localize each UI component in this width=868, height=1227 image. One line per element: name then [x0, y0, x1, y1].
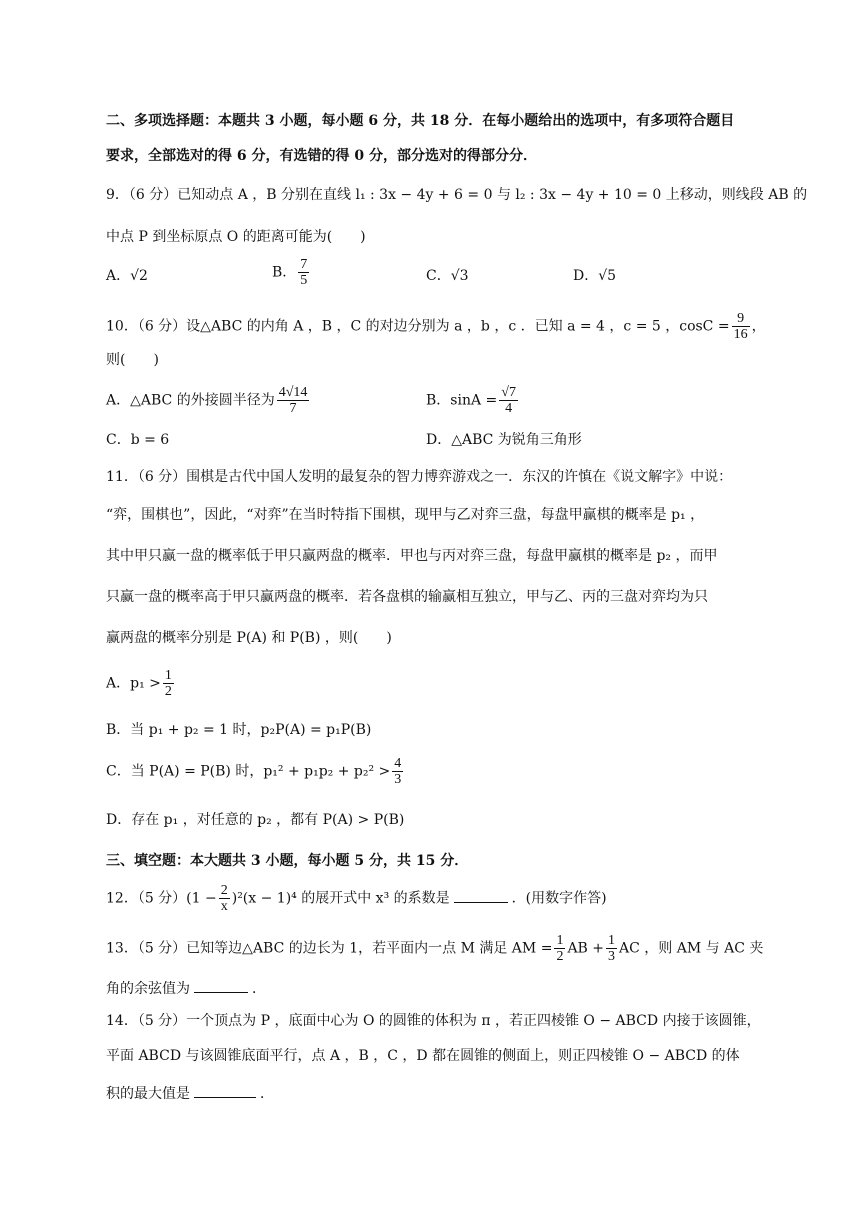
q11-stem-line4: 只赢一盘的概率高于甲只赢两盘的概率．若各盘棋的输赢相互独立，甲与乙、丙的三盘对弈均为只: [106, 589, 708, 605]
fraction-denominator: 2: [164, 684, 172, 699]
q9-option-b-fraction: [298, 257, 309, 288]
q11-option-c-fraction: [392, 756, 403, 787]
q10-stem-line1: [106, 311, 766, 342]
q13-text-mid: AB +: [567, 940, 605, 957]
q10-option-b-fraction: [499, 385, 518, 416]
q14-text-line3-end: ．: [260, 1086, 274, 1102]
q11-stem-line3: 其中甲只赢一盘的概率低于甲只赢两盘的概率．甲也与丙对弈三盘，每盘甲赢棋的概率是 p₂ ，而甲: [106, 548, 718, 564]
q12-text-pre: 12．（5 分）(1 −: [106, 890, 217, 907]
q13-stem-line2: [106, 978, 266, 999]
q14-text-line3: 积的最大值是: [106, 1086, 190, 1102]
q9-stem-line2: 中点 P 到坐标原点 O 的距离可能为( ): [106, 229, 366, 245]
q11-option-a[interactable]: [106, 668, 176, 699]
q13-fraction-2: [606, 933, 617, 964]
q10-cos-fraction: [732, 311, 750, 342]
fraction-numerator: 4: [394, 756, 402, 771]
q10-stem-line2: 则( ): [106, 352, 159, 368]
q13-text-pre: 13．（5 分）已知等边△ABC 的边长为 1，若平面内一点 M 满足 AM =: [106, 940, 553, 957]
q10-option-b[interactable]: [426, 385, 520, 416]
q9-option-a[interactable]: A．√2: [106, 268, 148, 284]
q11-option-a-text: A．p₁ >: [106, 675, 161, 692]
q11-option-c-text: C．当 P(A) = P(B) 时，p₁² + p₁p₂ + p₂² >: [106, 763, 391, 780]
q13-text-line2-end: ．: [252, 981, 266, 997]
q13-text-line2: 角的余弦值为: [106, 981, 190, 997]
fraction-denominator: 2: [556, 949, 564, 964]
section2-header-line2: 要求，全部选对的得 6 分，有选错的得 0 分，部分选对的得部分分．: [106, 148, 537, 164]
q12-fraction: [219, 883, 230, 914]
q11-stem-line2: “弈，围棋也”，因此，“对弈”在当时特指下围棋，现甲与乙对弈三盘，每盘甲赢棋的概率是 p₁ ，: [106, 507, 705, 523]
q14-answer-blank[interactable]: [194, 1083, 256, 1098]
q10-stem-text: 10．（6 分）设△ABC 的内角 A ，B ，C 的对边分别为 a ，b ，c ．已知 a = 4 ，c = 5 ，cosC =: [106, 318, 730, 335]
fraction-denominator: 4: [505, 401, 513, 416]
fraction-denominator: 7: [289, 401, 297, 416]
q9-option-d[interactable]: D．√5: [573, 268, 617, 284]
q14-stem-line1: 14．（5 分）一个顶点为 P ，底面中心为 O 的圆锥的体积为 π ，若正四棱锥 O − ABCD 内接于该圆锥，: [106, 1013, 761, 1029]
fraction-numerator: 1: [608, 933, 616, 948]
q10-option-a-text: A．△ABC 的外接圆半径为: [106, 392, 275, 409]
fraction-numerator: 1: [164, 668, 172, 683]
fraction-numerator: 1: [556, 933, 564, 948]
q9-option-b[interactable]: [272, 257, 311, 288]
q10-option-b-text: B．sinA =: [426, 392, 498, 409]
fraction-numerator: 4√14: [278, 385, 308, 400]
q11-option-d[interactable]: D．存在 p₁ ，对任意的 p₂ ，都有 P(A) > P(B): [106, 812, 405, 828]
q13-text-post: AC ，则 AM 与 AC 夹: [619, 940, 764, 957]
section2-header-line1: 二、多项选择题：本题共 3 小题，每小题 6 分，共 18 分．在每小题给出的选项中，有多项符合题目: [106, 113, 735, 129]
q11-stem-line5: 赢两盘的概率分别是 P(A) 和 P(B) ，则( ): [106, 630, 392, 646]
q11-option-c[interactable]: [106, 756, 405, 787]
q9-option-c[interactable]: C．√3: [426, 268, 469, 284]
fraction-denominator: 16: [733, 327, 748, 342]
q10-option-c[interactable]: C．b = 6: [106, 432, 170, 448]
q10-option-d[interactable]: D．△ABC 为锐角三角形: [426, 432, 582, 448]
q10-stem-comma: ，: [751, 318, 766, 335]
fraction-denominator: 3: [608, 949, 616, 964]
q11-option-b[interactable]: B．当 p₁ + p₂ = 1 时，p₂P(A) = p₁P(B): [106, 722, 372, 738]
q12-stem: [106, 883, 607, 914]
fraction-denominator: x: [220, 899, 228, 914]
fraction-denominator: 5: [300, 273, 308, 288]
fraction-numerator: √7: [501, 385, 516, 400]
q12-text-tail: ．(用数字作答): [511, 890, 607, 907]
q13-fraction-1: [554, 933, 565, 964]
fraction-numerator: 2: [220, 883, 228, 898]
q9-stem-line1: 9．（6 分）已知动点 A ，B 分别在直线 l₁ : 3x − 4y + 6 = 0 与 l₂ : 3x − 4y + 10 = 0 上移动，则线段 AB 的: [106, 187, 808, 203]
q9-option-b-label: B．: [272, 264, 297, 281]
q10-option-a[interactable]: [106, 385, 311, 416]
fraction-denominator: 3: [394, 772, 402, 787]
q14-stem-line2: 平面 ABCD 与该圆锥底面平行，点 A ，B ，C ，D 都在圆锥的侧面上，则正四棱锥 O − ABCD 的体: [106, 1048, 740, 1064]
q10-option-a-fraction: [277, 385, 310, 416]
q11-option-a-fraction: [163, 668, 174, 699]
q13-stem-line1: [106, 933, 763, 964]
q14-stem-line3: [106, 1083, 274, 1104]
q11-stem-line1: 11．（6 分）围棋是古代中国人发明的最复杂的智力博弈游戏之一．东汉的许慎在《说文解字》中说：: [106, 469, 733, 485]
q12-text-post: )²(x − 1)⁴ 的展开式中 x³ 的系数是: [231, 890, 450, 907]
q13-answer-blank[interactable]: [194, 978, 248, 993]
fraction-numerator: 7: [300, 257, 308, 272]
q12-answer-blank[interactable]: [454, 888, 508, 903]
section3-header: 三、填空题：本大题共 3 小题，每小题 5 分，共 15 分．: [106, 853, 469, 869]
fraction-numerator: 9: [732, 311, 750, 327]
